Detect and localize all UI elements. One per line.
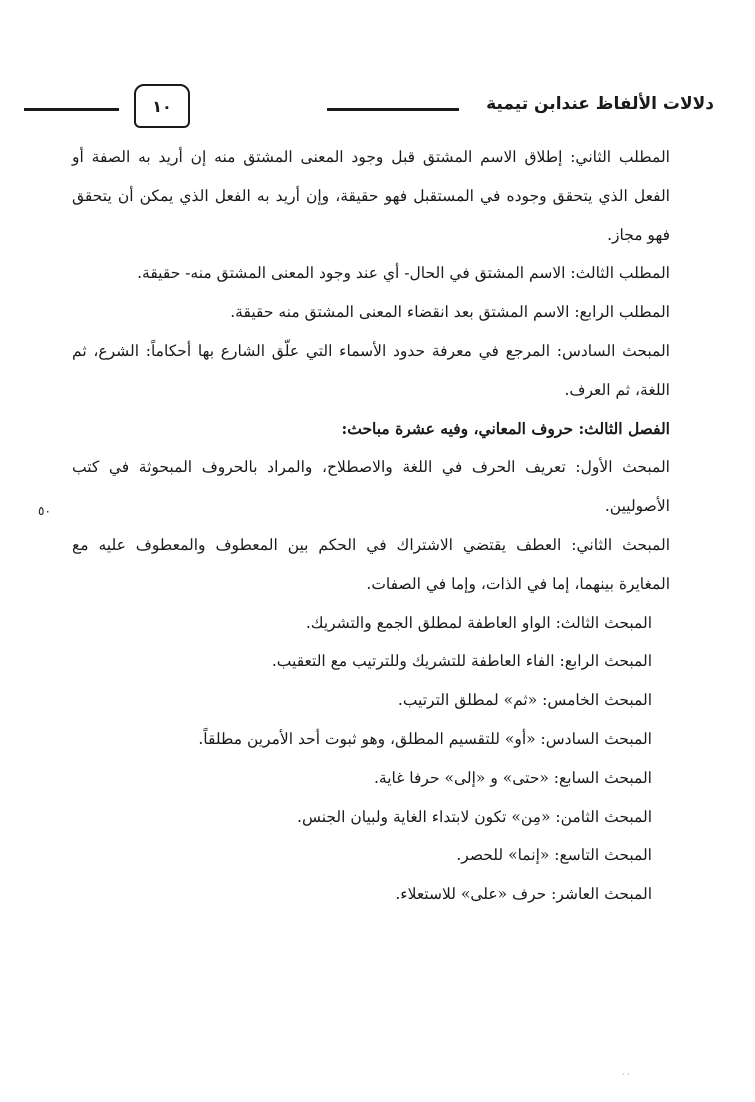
running-header (24, 84, 714, 134)
page-number: ١٠ (152, 96, 172, 116)
list-item: المبحث الثالث: الواو العاطفة لمطلق الجمع والتشريك. (305, 613, 652, 632)
chapter-heading: الفصل الثالث: حروف المعاني، وفيه عشرة مباحث: (341, 418, 670, 438)
list-item: المبحث التاسع: «إنما» للحصر. (456, 846, 652, 865)
list-item: المبحث السادس: «أو» للتقسيم المطلق، وهو ثبوت أحد الأمرين مطلقاً. (198, 729, 652, 748)
paragraph: المطلب الرابع: الاسم المشتق بعد انقضاء المعنى المشتق منه حقيقة. (230, 303, 670, 322)
paragraph: المبحث السادس: المرجع في معرفة حدود الأسماء التي علّق الشارع بها أحكاماً: الشرع، ثم اللغة، ثم العرف. (72, 341, 670, 399)
list-item: المبحث السابع: «حتى» و «إلى» حرفا غاية. (373, 768, 652, 787)
list-item: المبحث العاشر: حرف «على» للاستعلاء. (395, 885, 652, 904)
running-title: دلالات الألفاظ عندابن تيمية (486, 94, 714, 114)
line-number-marker: ٥٠ (38, 504, 51, 518)
header-rule-right (327, 108, 459, 111)
paragraph: المطلب الثالث: الاسم المشتق في الحال- أي عند وجود المعنى المشتق منه- حقيقة. (137, 264, 670, 283)
page-number-box (134, 84, 190, 128)
paragraph: المبحث الأول: تعريف الحرف في اللغة والاصطلاح، والمراد بالحروف المبحوثة في كتب الأصوليين. (72, 458, 670, 516)
paragraph: المبحث الثاني: العطف يقتضي الاشتراك في الحكم بين المعطوف والمعطوف عليه مع المغايرة بينهما، إما في الذات، وإما في الصفات. (72, 535, 670, 593)
list-item: المبحث الرابع: الفاء العاطفة للتشريك وللترتيب مع التعقيب. (271, 652, 652, 671)
scan-speck: · · (622, 1070, 630, 1079)
paragraph: المطلب الثاني: إطلاق الاسم المشتق قبل وجود المعنى المشتق منه إن أريد به الصفة أو الفعل الذي يتحقق وجوده في المستقبل فهو حقيقة، وإن أريد به الفعل الذي يمكن أن يتحقق فهو مجاز. (72, 148, 670, 244)
list-item: المبحث الثامن: «مِن» تكون لابتداء الغاية ولبيان الجنس. (297, 807, 652, 826)
header-rule-left (24, 108, 119, 111)
list-item: المبحث الخامس: «ثم» لمطلق الترتيب. (397, 691, 652, 710)
page-body (72, 138, 692, 914)
